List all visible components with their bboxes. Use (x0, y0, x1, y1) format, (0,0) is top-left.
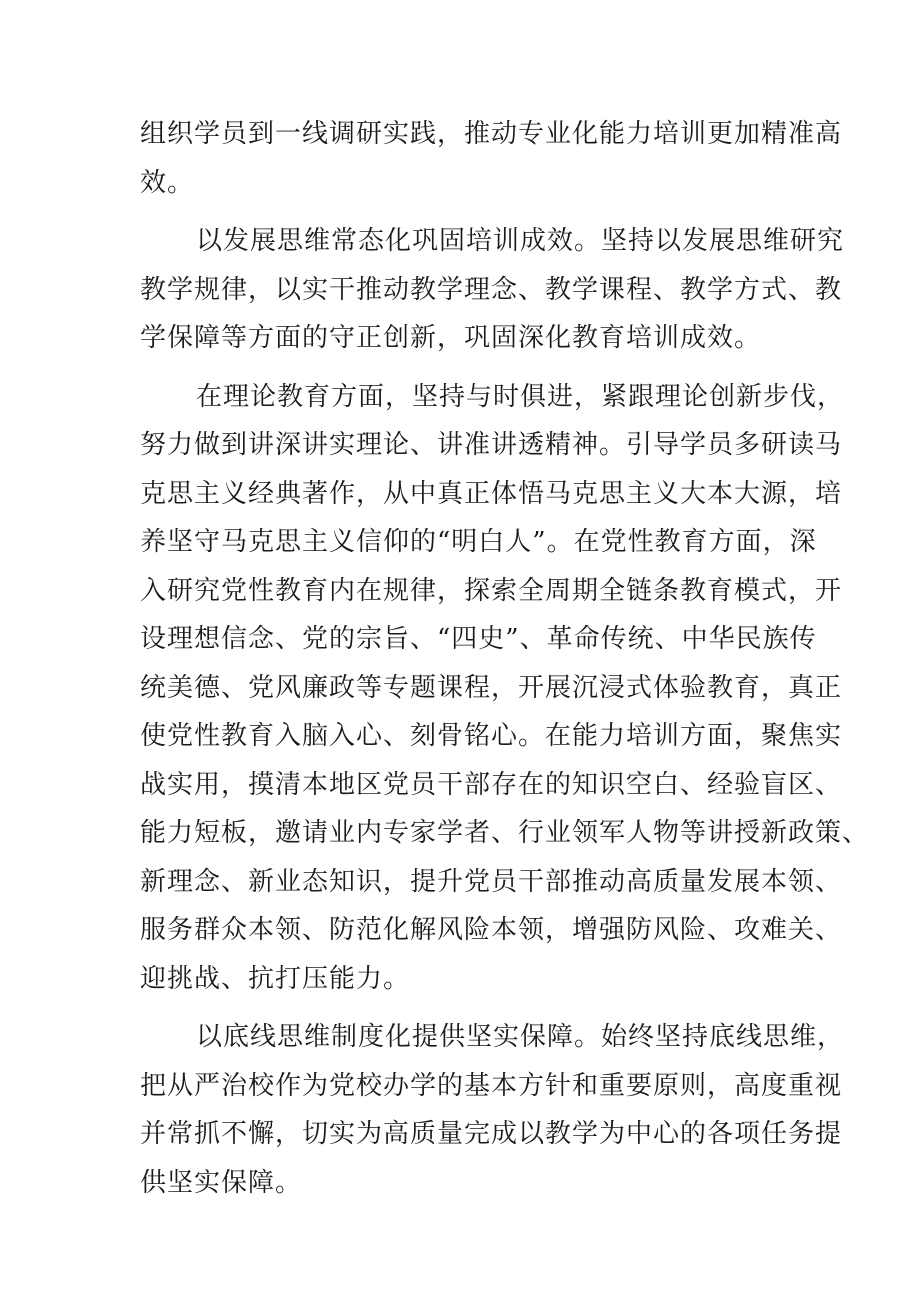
text-line: 养坚守马克思主义信仰的“明白人”。在党性教育方面，深 (140, 527, 817, 557)
text-line: 新理念、新业态知识，提升党员干部推动高质量发展本领、 (140, 866, 843, 897)
text-line: 设理想信念、党的宗旨、“四史”、革命传统、中华民族传 (140, 624, 817, 654)
text-line: 迎挑战、抗打压能力。 (140, 963, 411, 994)
text-line: 学保障等方面的守正创新，巩固深化教育培训成效。 (140, 323, 762, 353)
paragraph-3 (140, 373, 870, 1004)
text-line: 使党性教育入脑入心、刻骨铭心。在能力培训方面，聚焦实 (140, 721, 843, 751)
text-line: 以发展思维常态化巩固培训成效。坚持以发展思维研究 (196, 226, 845, 256)
paragraph-2 (140, 217, 845, 363)
text-line: 战实用，摸清本地区党员干部存在的知识空白、经验盲区、 (140, 769, 843, 800)
text-line: 以底线思维制度化提供坚实保障。始终坚持底线思维， (196, 1022, 845, 1052)
text-line: 在理论教育方面，坚持与时俱进，紧跟理论创新步伐， (196, 381, 845, 412)
text-line: 教学规律，以实干推动教学理念、教学课程、教学方式、教 (140, 274, 843, 305)
text-line: 努力做到讲深讲实理论、讲准讲透精神。引导学员多研读马 (140, 430, 843, 460)
text-line: 组织学员到一线调研实践，推动专业化能力培训更加精准高 (140, 119, 843, 149)
text-line: 把从严治校作为党校办学的基本方针和重要原则，高度重视 (140, 1070, 843, 1101)
text-line: 并常抓不懈，切实为高质量完成以教学为中心的各项任务提 (140, 1119, 843, 1149)
paragraph-4 (140, 1013, 845, 1207)
paragraph-1 (140, 110, 843, 207)
text-line: 效。 (140, 167, 195, 198)
text-line: 服务群众本领、防范化解风险本领，增强防风险、攻难关、 (140, 915, 843, 945)
text-line: 统美德、党风廉政等专题课程，开展沉浸式体验教育，真正 (140, 672, 843, 703)
text-line: 克思主义经典著作，从中真正体悟马克思主义大本大源，培 (140, 478, 843, 509)
text-line: 入研究党性教育内在规律，探索全周期全链条教育模式，开 (140, 575, 843, 606)
text-line: 供坚实保障。 (140, 1167, 303, 1198)
text-line: 能力短板，邀请业内专家学者、行业领军人物等讲授新政策、 (140, 818, 870, 848)
document-body (140, 110, 870, 1217)
